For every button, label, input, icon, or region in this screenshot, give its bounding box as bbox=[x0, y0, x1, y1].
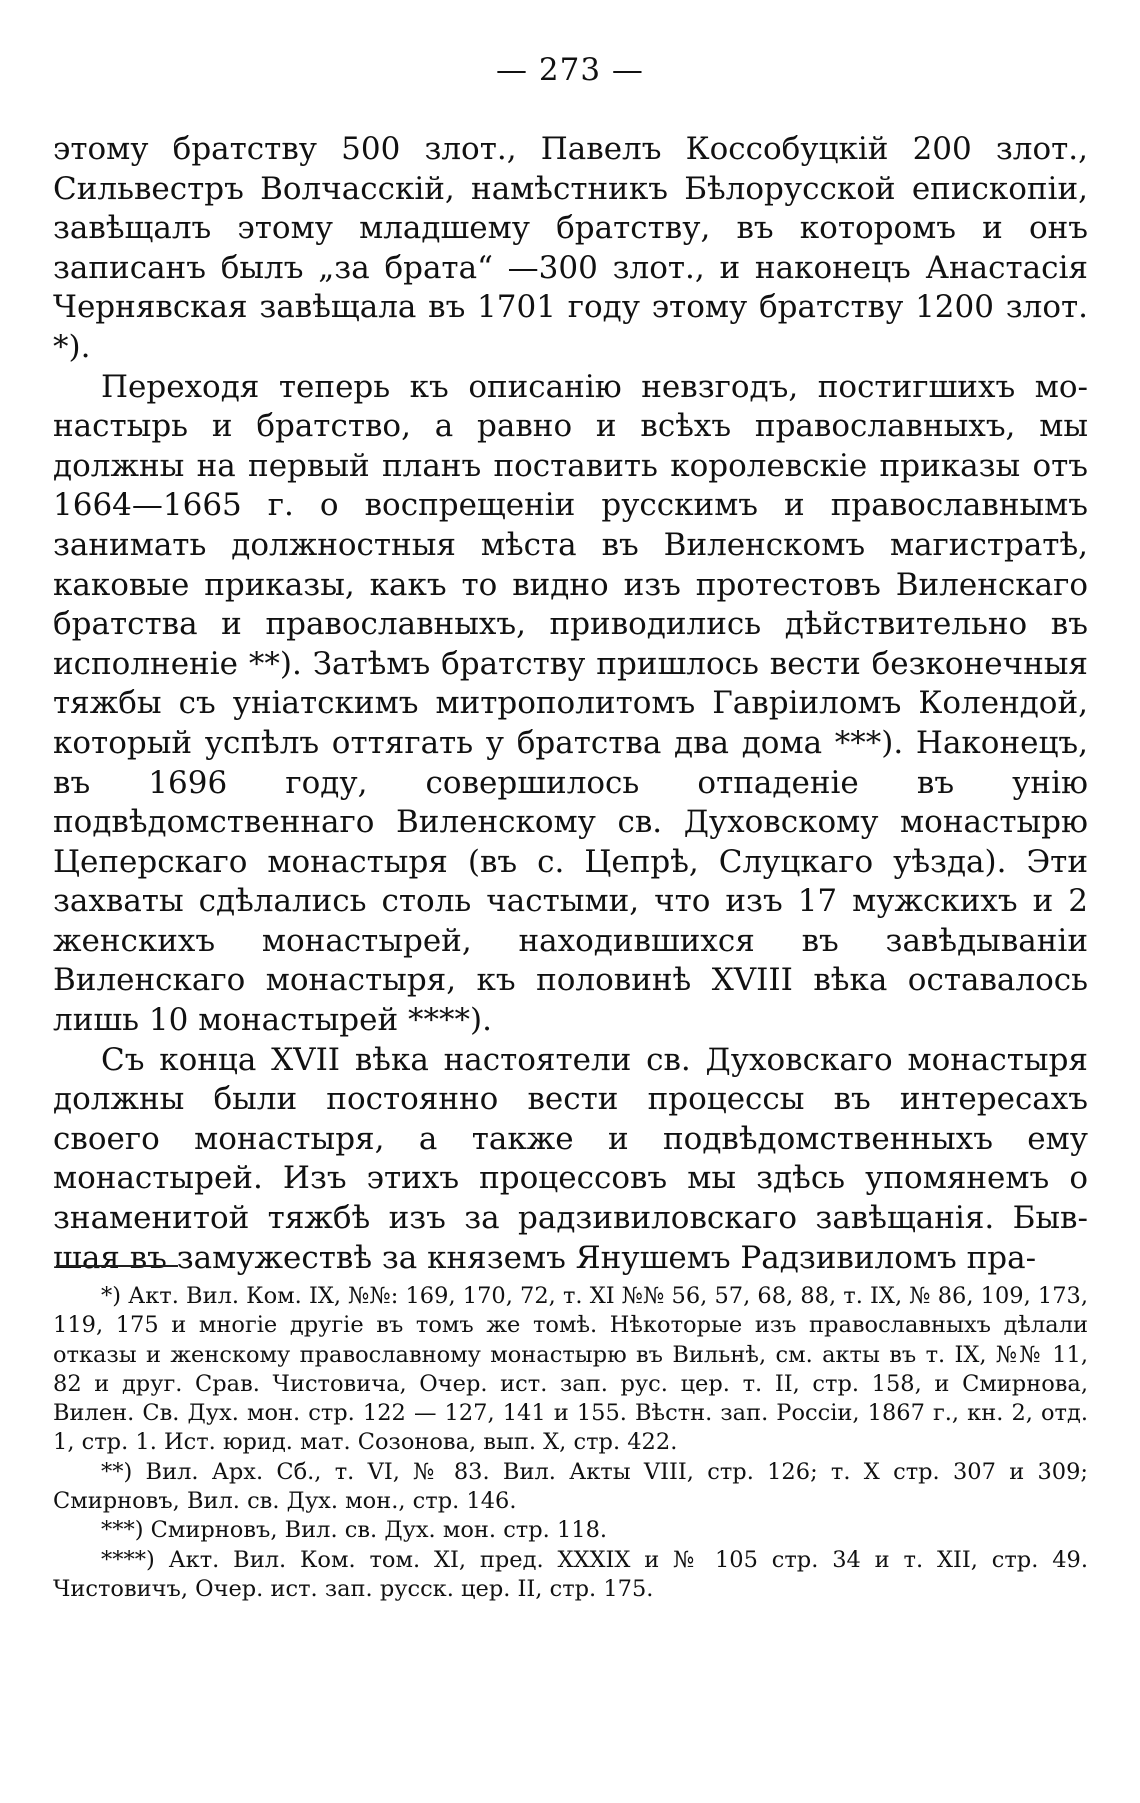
paragraph-1: этому братству 500 злот., Павелъ Коссобуцкій 200 злот., Сильвестръ Волчасскій, намѣстникъ Бѣлорусской епископіи, завѣщалъ этому младшему братству, въ которомъ и онъ записанъ былъ „за брата“ —300 злот., и наконецъ Анастасія Чернявская завѣщала въ 1701 году этому братству 1200 злот. *). bbox=[53, 131, 1088, 365]
footnotes bbox=[53, 1282, 1088, 1604]
page-number: — 273 — bbox=[496, 52, 644, 88]
paragraph-3: Съ конца XVII вѣка настоятели св. Духовскаго монастыря должны были постоянно вести процессы въ интересахъ своего монастыря, а также и подвѣдомственныхъ ему монастырей. Изъ этихъ процессовъ мы здѣсь упомянемъ о знаменитой тяжбѣ изъ за радзивиловскаго завѣщанія. Бывшая въ замужествѣ за княземъ Янушемъ Радзивиломъ пра- bbox=[53, 1041, 1088, 1276]
paragraph-2: Переходя теперь къ описанію невзгодъ, постигшихъ монастырь и братство, а равно и всѣхъ православныхъ, мы должны на первый планъ поставить королевскіе приказы отъ 1664—1665 г. о воспрещеніи русскимъ и православнымъ занимать должностныя мѣста въ Виленскомъ магистратѣ, каковые приказы, какъ то видно изъ протестовъ Виленскаго братства и православныхъ, приводились дѣйствительно въ исполненіе **). Затѣмъ братству пришлось вести безконечныя тяжбы съ уніатскимъ митрополитомъ Гавріиломъ Колендой, который успѣлъ оттягать у братства два дома ***). Наконецъ, въ 1696 году, совершилось отпаденіе въ унію подвѣдомственнаго Виленскому св. Духовскому монастырю Цеперскаго монастыря (въ с. Цепрѣ, Слуцкаго уѣзда). Эти захваты сдѣлались столь частыми, что изъ 17 мужскихъ и 2 женскихъ монастырей, находившихся въ завѣдываніи Виленскаго монастыря, къ половинѣ XVIII вѣка оставалось лишь 10 монастырей ****). bbox=[53, 368, 1088, 1039]
footnote-divider bbox=[56, 1265, 178, 1267]
main-text bbox=[53, 130, 1088, 1278]
footnote-1: *) Акт. Вил. Ком. IX, №№: 169, 170, 72, т. XI №№ 56, 57, 68, 88, т. IX, № 86, 109, 173, 119, 175 и многіе другіе въ томъ же томѣ. Нѣкоторые изъ православныхъ дѣлали отказы и женскому православному монастырю въ Вильнѣ, см. акты въ т. IX, №№ 11, 82 и друг. Срав. Чистовича, Очер. ист. зап. рус. цер. т. II, стр. 158, и Смирнова, Вилен. Св. Дух. мон. стр. 122 — 127, 141 и 155. Вѣстн. зап. Россіи, 1867 г., кн. 2, отд. 1, стр. 1. Ист. юрид. мат. Созонова, вып. X, стр. 422. bbox=[53, 1283, 1088, 1456]
footnote-3: ***) Смирновъ, Вил. св. Дух. мон. стр. 118. bbox=[101, 1517, 608, 1544]
footnote-4: ****) Акт. Вил. Ком. том. XI, пред. XXXIX и № 105 стр. 34 и т. XII, стр. 49. Чистовичъ, Очер. ист. зап. русск. цер. II, стр. 175. bbox=[53, 1546, 1088, 1602]
footnote-2: **) Вил. Арх. Сб., т. VI, № 83. Вил. Акты VIII, стр. 126; т. X стр. 307 и 309; Смирновъ, Вил. св. Дух. мон., стр. 146. bbox=[53, 1458, 1088, 1515]
